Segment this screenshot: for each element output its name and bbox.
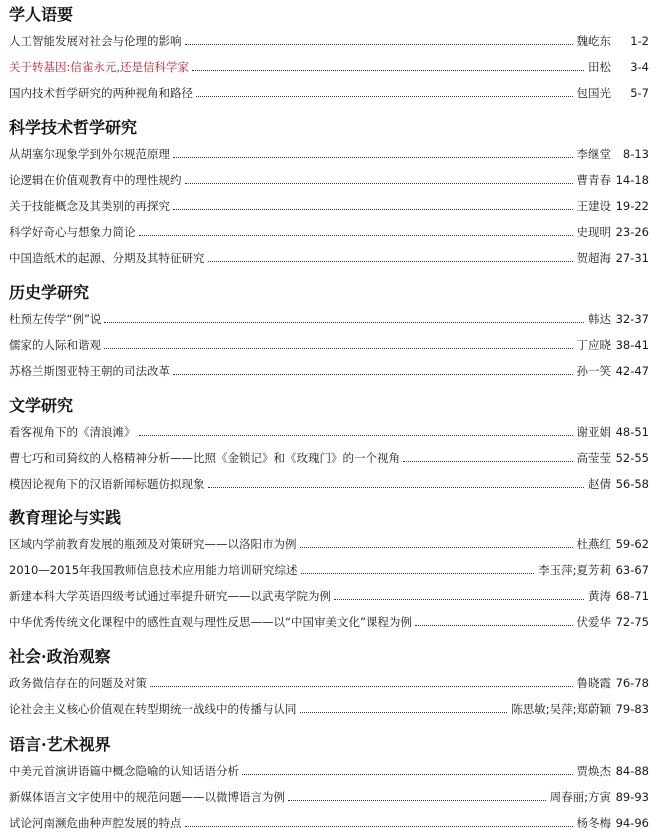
toc-entry[interactable] [9, 580, 649, 606]
toc-section [9, 396, 649, 494]
toc-entry[interactable] [9, 442, 649, 468]
section-heading: 科学技术哲学研究 [9, 118, 138, 137]
toc-entry[interactable] [9, 242, 649, 268]
page-range: 23-26 [615, 225, 649, 239]
toc-section [9, 5, 649, 103]
toc-entry[interactable] [9, 303, 649, 329]
toc-entry[interactable] [9, 77, 649, 103]
page-range: 27-31 [615, 251, 649, 265]
article-title-link[interactable]: 关于转基因:信雀永元,还是信科学家 [9, 60, 190, 74]
article-title-link[interactable]: 中华优秀传统文化课程中的感性直观与理性反思——以“中国审美文化”课程为例 [9, 615, 412, 629]
article-title-link[interactable]: 新媒体语言文字使用中的规范问题——以微博语言为例 [9, 790, 285, 804]
dot-leader [173, 209, 573, 210]
toc-section [9, 735, 649, 833]
page-range: 5-7 [630, 86, 649, 100]
section-heading: 历史学研究 [9, 283, 90, 302]
article-title-link[interactable]: 论社会主义核心价值观在转型期统一战线中的传播与认同 [9, 702, 297, 716]
toc-section [9, 508, 649, 632]
page-range: 68-71 [615, 589, 649, 603]
toc-entry[interactable] [9, 416, 649, 442]
article-author: 王建设 [576, 199, 611, 213]
article-title-link[interactable]: 区域内学前教育发展的瓶颈及对策研究——以洛阳市为例 [9, 537, 297, 551]
article-author: 丁应晓 [576, 338, 611, 352]
page-range: 38-41 [615, 338, 649, 352]
toc-entry[interactable] [9, 693, 649, 719]
dot-leader [185, 183, 573, 184]
page-range: 8-13 [622, 147, 649, 161]
page-range: 94-96 [615, 816, 649, 830]
article-author: 史现明 [576, 225, 611, 239]
toc-entry[interactable] [9, 606, 649, 632]
toc-entry[interactable] [9, 667, 649, 693]
article-title-link[interactable]: 论逻辑在价值观教育中的理性规约 [9, 173, 182, 187]
article-title-link[interactable]: 政务微信存在的问题及对策 [9, 676, 147, 690]
dot-leader [301, 573, 535, 574]
toc-entry[interactable] [9, 468, 649, 494]
dot-leader [192, 70, 584, 71]
toc-entry[interactable] [9, 355, 649, 381]
dot-leader [150, 686, 573, 687]
page-range: 32-37 [615, 312, 649, 326]
article-title-link[interactable]: 看客视角下的《清浪滩》 [9, 425, 136, 439]
article-title-link[interactable]: 儒家的人际和谐观 [9, 338, 101, 352]
article-author: 李玉萍;夏芳莉 [538, 563, 611, 577]
page-range: 52-55 [615, 451, 649, 465]
toc-section [9, 647, 649, 719]
article-title-link[interactable]: 曹七巧和司猗纹的人格精神分析——比照《金锁记》和《玫瑰门》的一个视角 [9, 451, 400, 465]
article-author: 孙一笑 [576, 364, 611, 378]
article-author: 黄涛 [588, 589, 611, 603]
toc-entry[interactable] [9, 216, 649, 242]
article-author: 韩达 [588, 312, 611, 326]
article-author: 魏屹东 [576, 34, 611, 48]
toc-entry[interactable] [9, 528, 649, 554]
article-author: 贾焕杰 [576, 764, 611, 778]
dot-leader [300, 712, 508, 713]
page-range: 48-51 [615, 425, 649, 439]
article-title-link[interactable]: 人工智能发展对社会与伦理的影响 [9, 34, 182, 48]
article-title-link[interactable]: 模因论视角下的汉语新闻标题仿拟现象 [9, 477, 205, 491]
dot-leader [173, 157, 573, 158]
toc-entry[interactable] [9, 190, 649, 216]
dot-leader [288, 800, 546, 801]
article-author: 杨冬梅 [576, 816, 611, 830]
dot-leader [334, 599, 584, 600]
dot-leader [104, 348, 573, 349]
dot-leader [139, 235, 573, 236]
page-range: 63-67 [615, 563, 649, 577]
dot-leader [185, 44, 573, 45]
dot-leader [173, 374, 573, 375]
dot-leader [208, 487, 585, 488]
page-range: 89-93 [615, 790, 649, 804]
article-title-link[interactable]: 国内技术哲学研究的两种视角和路径 [9, 86, 193, 100]
dot-leader [403, 461, 573, 462]
page-range: 42-47 [615, 364, 649, 378]
article-title-link[interactable]: 杜预左传学“例”说 [9, 312, 102, 326]
article-author: 包国光 [576, 86, 611, 100]
toc-entry[interactable] [9, 138, 649, 164]
article-author: 李继堂 [576, 147, 611, 161]
article-title-link[interactable]: 新建本科大学英语四级考试通过率提升研究——以武夷学院为例 [9, 589, 331, 603]
toc-section [9, 118, 649, 268]
section-heading: 学人语要 [9, 5, 74, 24]
dot-leader [300, 547, 573, 548]
toc-entry[interactable] [9, 781, 649, 807]
article-author: 贺超海 [576, 251, 611, 265]
page-range: 79-83 [615, 702, 649, 716]
dot-leader [196, 96, 573, 97]
article-title-link[interactable]: 关于技能概念及其类别的再探究 [9, 199, 170, 213]
section-heading: 社会·政治观察 [9, 647, 111, 666]
toc-entry[interactable] [9, 329, 649, 355]
article-author: 曹青春 [576, 173, 611, 187]
toc-entry[interactable] [9, 25, 649, 51]
toc-entry[interactable] [9, 807, 649, 833]
section-heading: 教育理论与实践 [9, 508, 122, 527]
dot-leader [104, 322, 584, 323]
article-title-link[interactable]: 中美元首演讲语篇中概念隐喻的认知话语分析 [9, 764, 239, 778]
article-title-link[interactable]: 2010—2015年我国教师信息技术应用能力培训研究综述 [9, 563, 298, 577]
article-title-link[interactable]: 苏格兰斯图亚特王朝的司法改革 [9, 364, 170, 378]
article-author: 陈思敏;吴萍;郑蔚颖 [511, 702, 611, 716]
article-author: 鲁晓霞 [576, 676, 611, 690]
page-range: 1-2 [630, 34, 649, 48]
page-range: 56-58 [615, 477, 649, 491]
article-author: 高莹莹 [576, 451, 611, 465]
article-author: 赵倩 [588, 477, 611, 491]
page-range: 84-88 [615, 764, 649, 778]
article-title-link[interactable]: 科学好奇心与想象力简论 [9, 225, 136, 239]
toc-entry[interactable] [9, 51, 649, 77]
article-author: 杜燕红 [576, 537, 611, 551]
dot-leader [415, 625, 573, 626]
dot-leader [139, 435, 573, 436]
section-heading: 文学研究 [9, 396, 74, 415]
article-title-link[interactable]: 试论河南濒危曲种声腔发展的特点 [9, 816, 182, 830]
article-author: 谢亚娟 [576, 425, 611, 439]
toc-entry[interactable] [9, 164, 649, 190]
page-range: 3-4 [630, 60, 649, 74]
toc-entry[interactable] [9, 554, 649, 580]
page-range: 14-18 [615, 173, 649, 187]
dot-leader [208, 261, 573, 262]
article-title-link[interactable]: 中国造纸术的起源、分期及其特征研究 [9, 251, 205, 265]
page-range: 76-78 [615, 676, 649, 690]
article-author: 伏爱华 [576, 615, 611, 629]
page-range: 19-22 [615, 199, 649, 213]
toc-section [9, 283, 649, 381]
toc-entry[interactable] [9, 755, 649, 781]
article-title-link[interactable]: 从胡塞尔现象学到外尔规范原理 [9, 147, 170, 161]
section-heading: 语言·艺术视界 [9, 735, 111, 754]
page-range: 72-75 [615, 615, 649, 629]
article-author: 周春丽;方寅 [549, 790, 611, 804]
article-author: 田松 [588, 60, 611, 74]
dot-leader [242, 774, 573, 775]
dot-leader [185, 826, 573, 827]
page-range: 59-62 [615, 537, 649, 551]
